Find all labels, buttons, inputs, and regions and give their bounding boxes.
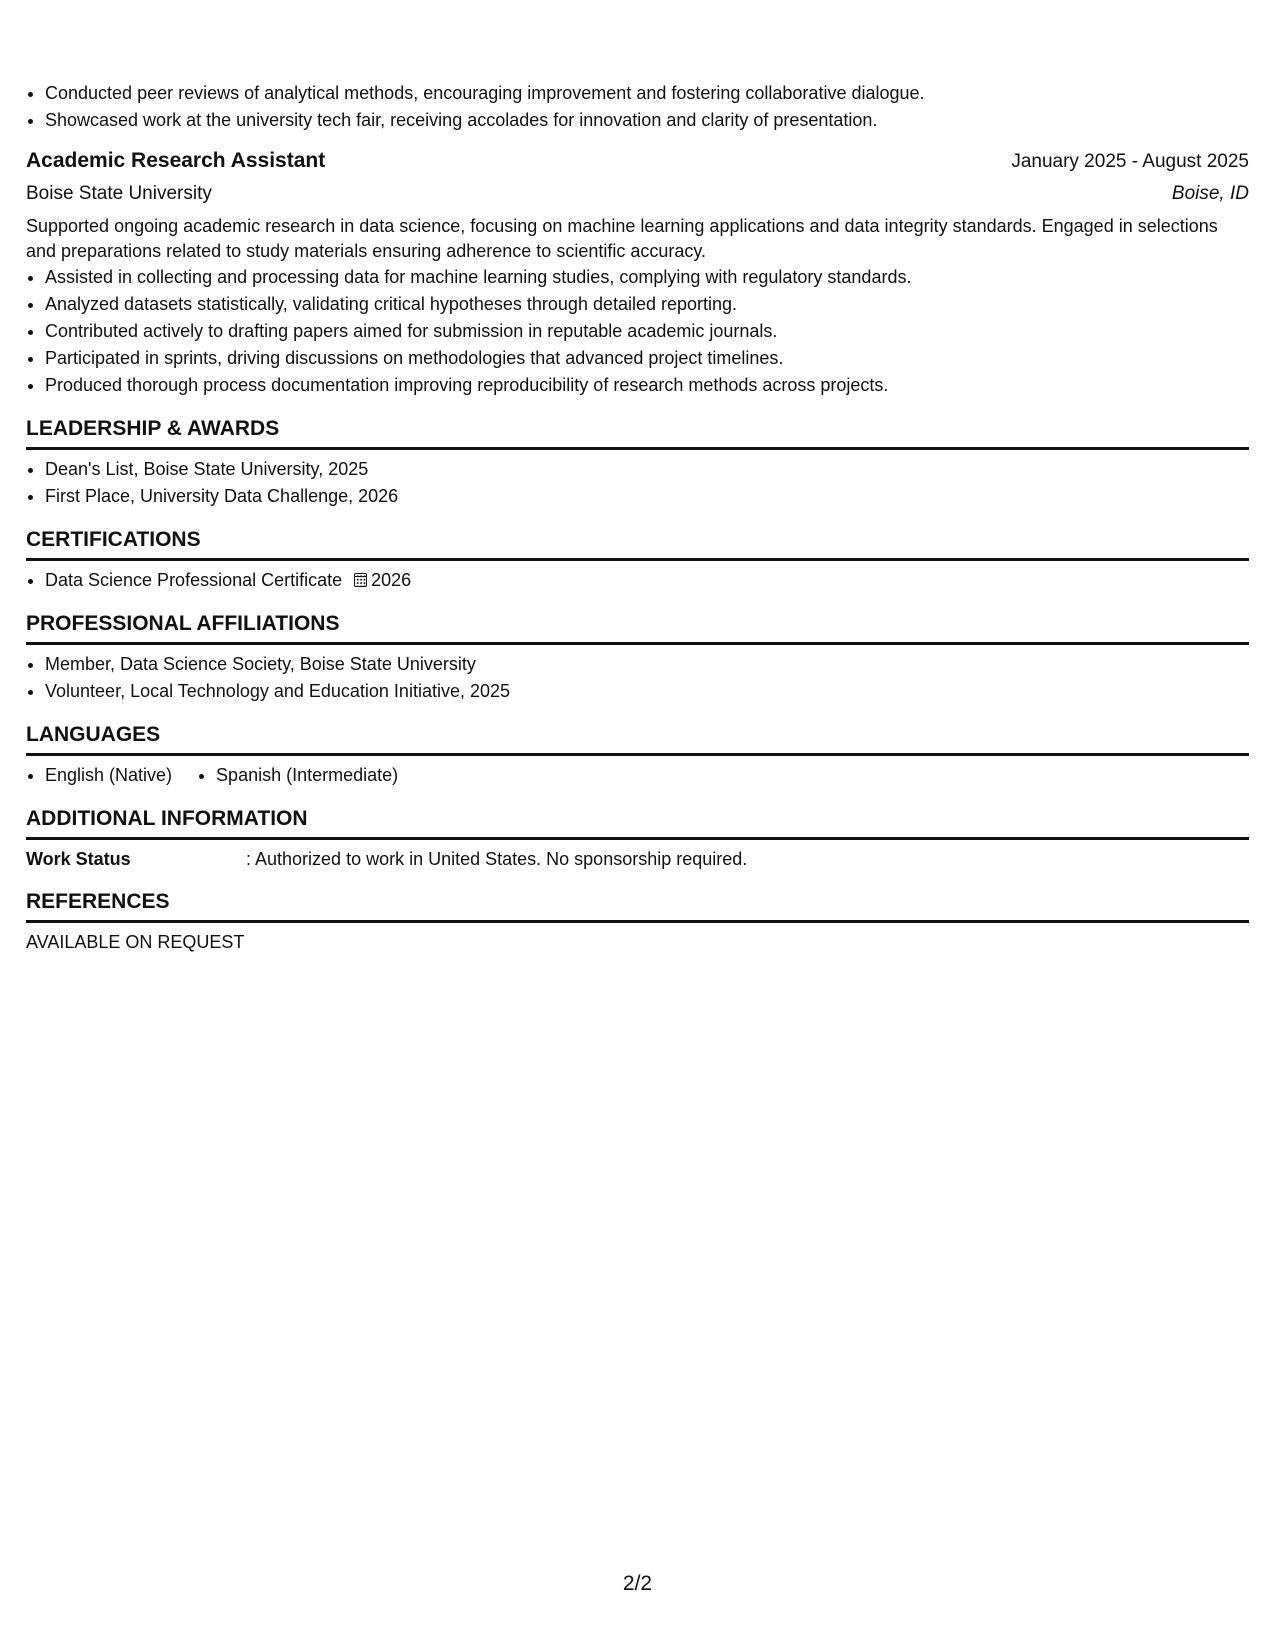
list-item: • Analyzed datasets statistically, validating critical hypotheses through detailed reporting. — [45, 291, 1249, 318]
list-item: • Participated in sprints, driving discussions on methodologies that advanced project timelines. — [45, 345, 1249, 372]
list-item: • Spanish (Intermediate) — [216, 762, 398, 789]
job-summary: Supported ongoing academic research in data science, focusing on machine learning applications and data integrity standards. Engaged in selections and preparations related to study materials ensuring adherence to scientific accuracy. — [26, 216, 1218, 261]
affiliations-list — [26, 651, 1249, 705]
list-item: • Member, Data Science Society, Boise State University — [45, 651, 1249, 678]
job-bullet-list — [26, 264, 1249, 399]
list-item: • Conducted peer reviews of analytical methods, encouraging improvement and fostering collaborative dialogue. — [45, 80, 1249, 107]
job-dates: January 2025 - August 2025 — [1011, 151, 1249, 172]
job-title: Academic Research Assistant — [26, 149, 326, 172]
leadership-list — [26, 456, 1249, 510]
section-title-references: REFERENCES — [26, 888, 1249, 923]
certifications-list — [26, 567, 1249, 594]
list-item: • Assisted in collecting and processing data for machine learning studies, complying with regulatory standards. — [45, 264, 1249, 291]
info-label: Work Status — [26, 849, 131, 869]
list-item: • Showcased work at the university tech fair, receiving accolades for innovation and clarity of presentation. — [45, 107, 1249, 134]
job-entry — [26, 146, 1249, 399]
references-text: AVAILABLE ON REQUEST — [26, 932, 245, 952]
section-title-leadership: LEADERSHIP & AWARDS — [26, 415, 1249, 450]
job-location: Boise, ID — [1171, 183, 1249, 204]
resume-page — [26, 80, 1249, 955]
list-item: • Produced thorough process documentation improving reproducibility of research methods across projects. — [45, 372, 1249, 399]
page-number: 2/2 — [622, 1572, 653, 1595]
section-title-languages: LANGUAGES — [26, 721, 1249, 756]
info-value: : Authorized to work in United States. No sponsorship required. — [246, 849, 748, 869]
list-item: • Contributed actively to drafting papers aimed for submission in reputable academic journals. — [45, 318, 1249, 345]
continued-bullet-list — [26, 80, 1249, 134]
list-item — [45, 567, 1249, 594]
info-row-work-status — [26, 846, 1249, 872]
calendar-icon — [354, 573, 367, 587]
job-organization: Boise State University — [26, 183, 212, 204]
certification-name: Data Science Professional Certificate — [45, 570, 343, 590]
list-item: • Volunteer, Local Technology and Education Initiative, 2025 — [45, 678, 1249, 705]
list-item: • First Place, University Data Challenge, 2026 — [45, 483, 1249, 510]
section-title-additional: ADDITIONAL INFORMATION — [26, 805, 1249, 840]
section-title-affiliations: PROFESSIONAL AFFILIATIONS — [26, 610, 1249, 645]
languages-list — [26, 762, 1249, 789]
list-item: • Dean's List, Boise State University, 2025 — [45, 456, 1249, 483]
certification-year: 2026 — [371, 570, 412, 590]
list-item: • English (Native) — [45, 762, 172, 789]
section-title-certifications: CERTIFICATIONS — [26, 526, 1249, 561]
